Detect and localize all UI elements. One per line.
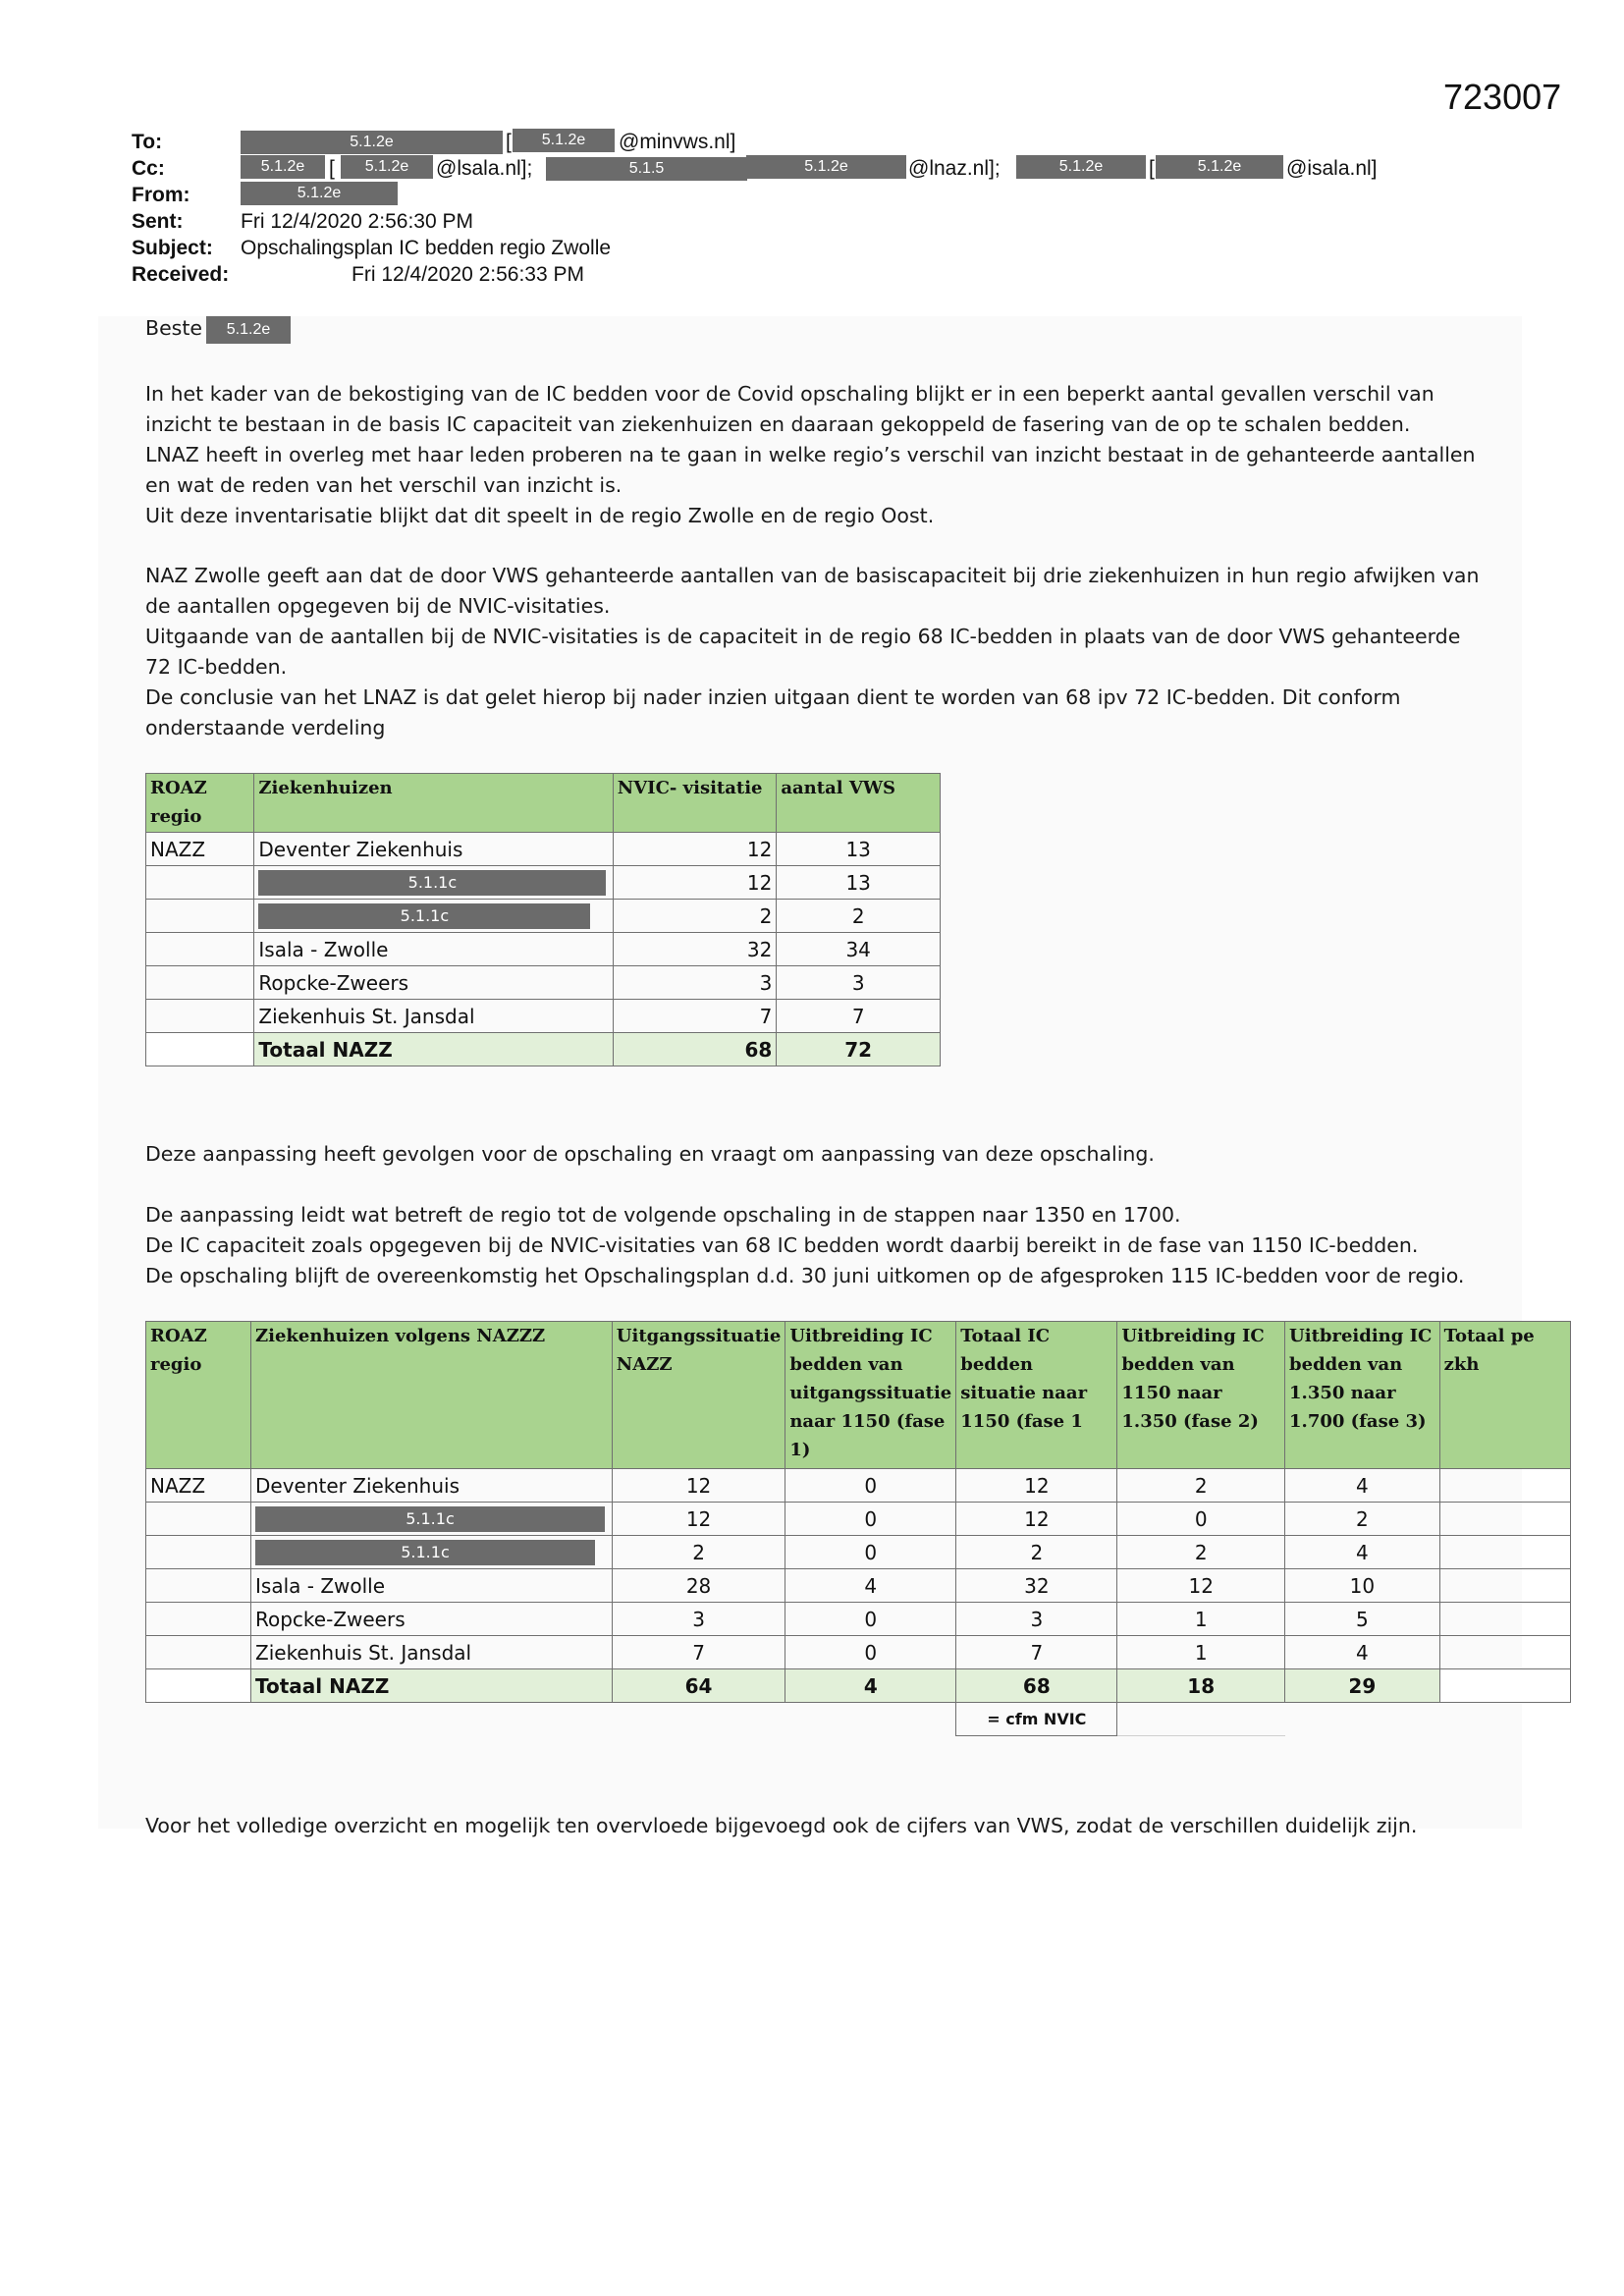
value-cell: 7 [612,1636,785,1669]
region-cell [146,1669,251,1703]
paragraph-2 [145,561,1479,743]
value-cell: 0 [1117,1503,1285,1536]
region-cell [146,1033,254,1066]
bracket: [ [329,157,335,180]
column-header: ROAZ regio [146,774,254,833]
value-cell: 32 [956,1569,1117,1603]
value-cell: 3 [956,1603,1117,1636]
total-label: Totaal NAZZ [251,1669,613,1703]
note-cell: = cfm NVIC [956,1703,1117,1736]
greeting [145,316,202,340]
region-cell: NAZZ [146,1469,251,1503]
value-cell: 12 [956,1503,1117,1536]
table-row [146,900,941,933]
to-label: To: [132,131,163,153]
region-cell [146,1536,251,1569]
redaction: 5.1.2e [1156,155,1283,179]
received-value: Fri 12/4/2020 2:56:33 PM [352,263,584,286]
value-cell: 0 [785,1603,956,1636]
value-cell: 10 [1285,1569,1440,1603]
region-cell: NAZZ [146,833,254,866]
hospital-cell [251,1536,613,1569]
received-label: Received: [132,263,230,286]
column-header: Totaal pe zkh [1439,1322,1570,1469]
hospital-cell [254,900,613,933]
redaction: 5.1.2e [746,155,906,179]
value-cell [1439,1569,1570,1603]
region-cell [146,966,254,1000]
value-cell: 4 [785,1569,956,1603]
column-header: aantal VWS [777,774,941,833]
hospital-cell [254,866,613,900]
table-row [146,1000,941,1033]
hospital-cell: Isala - Zwolle [254,933,613,966]
redaction: 5.1.2e [341,155,433,179]
table-row [146,1469,1571,1503]
document-number: 723007 [1443,77,1562,117]
value-cell: 28 [612,1569,785,1603]
text-line: Uit deze inventarisatie blijkt dat dit speelt in de regio Zwolle en de regio Oost. [145,504,935,527]
total-vws: 72 [777,1033,941,1066]
region-cell [146,1503,251,1536]
value-cell: 5 [1285,1603,1440,1636]
total-value [1439,1669,1570,1703]
table-header-row [146,1322,1571,1469]
value-cell: 4 [1285,1469,1440,1503]
region-cell [146,1603,251,1636]
redaction: 5.1.2e [513,129,615,152]
empty-cell [1285,1703,1440,1736]
table-total-row [146,1033,941,1066]
total-value: 68 [956,1669,1117,1703]
text-line: LNAZ heeft in overleg met haar leden proberen na te gaan in welke regio’s verschil van inzicht bestaat in de gehanteerde aantallen [145,443,1476,466]
empty-cell [146,1703,251,1736]
nvic-cell: 2 [613,900,777,933]
hospital-cell: Deventer Ziekenhuis [251,1469,613,1503]
table-row [146,933,941,966]
value-cell: 12 [956,1469,1117,1503]
paragraph-4 [145,1200,1464,1291]
total-value: 18 [1117,1669,1285,1703]
nvic-cell: 32 [613,933,777,966]
hospital-cell [251,1503,613,1536]
hospital-cell: Ziekenhuis St. Jansdal [251,1636,613,1669]
region-cell [146,900,254,933]
value-cell: 0 [785,1503,956,1536]
vws-cell: 13 [777,833,941,866]
total-label: Totaal NAZZ [254,1033,613,1066]
subject-value: Opschalingsplan IC bedden regio Zwolle [241,237,612,259]
value-cell: 2 [612,1536,785,1569]
vws-cell: 34 [777,933,941,966]
bracket: [ [1149,157,1155,180]
paragraph-5 [145,1811,1417,1841]
region-cell [146,933,254,966]
bracket: [ [506,131,512,153]
value-cell [1439,1536,1570,1569]
column-header: ROAZ regio [146,1322,251,1469]
table-header-row [146,774,941,833]
value-cell: 12 [612,1469,785,1503]
nvic-cell: 12 [613,866,777,900]
from-label: From: [132,184,190,206]
value-cell [1439,1603,1570,1636]
sent-label: Sent: [132,210,184,233]
column-header: Ziekenhuizen [254,774,613,833]
nvic-cell: 7 [613,1000,777,1033]
text-line: en wat de reden van het verschil van inzicht is. [145,473,623,497]
region-cell [146,1000,254,1033]
total-value: 64 [612,1669,785,1703]
value-cell: 2 [1117,1536,1285,1569]
text-line: onderstaande verdeling [145,716,386,739]
empty-cell [1439,1703,1570,1736]
text-line: De IC capaciteit zoals opgegeven bij de NVIC-visitaties van 68 IC bedden wordt daarbij bereikt in de fase van 1150 IC-bedden. [145,1233,1419,1257]
cc-isala2-domain: @isala.nl] [1286,157,1378,180]
vws-cell: 3 [777,966,941,1000]
vws-cell: 2 [777,900,941,933]
cc-isala-domain: @lsala.nl]; [436,157,533,180]
greeting-text: Beste [145,316,203,340]
column-header: Uitgangssituatie NAZZ [612,1322,785,1469]
text-line: De opschaling blijft de overeenkomstig het Opschalingsplan d.d. 30 juni uitkomen op de afgesproken 115 IC-bedden voor de regio. [145,1264,1465,1287]
table-row [146,1536,1571,1569]
value-cell: 0 [785,1636,956,1669]
total-value: 4 [785,1669,956,1703]
redaction: 5.1.1c [258,903,590,929]
value-cell: 4 [1285,1636,1440,1669]
table-row [146,866,941,900]
total-value: 29 [1285,1669,1440,1703]
value-cell: 2 [1285,1503,1440,1536]
table-total-row [146,1669,1571,1703]
value-cell: 2 [956,1536,1117,1569]
text-line: Uitgaande van de aantallen bij de NVIC-visitaties is de capaciteit in de regio 68 IC-bedden in plaats van de door VWS gehanteerde [145,625,1461,648]
table-row [146,1636,1571,1669]
cc-lnaz-domain: @lnaz.nl]; [908,157,1001,180]
table-phasing [145,1321,1571,1736]
redaction: 5.1.1c [258,870,606,896]
sent-value: Fri 12/4/2020 2:56:30 PM [241,210,473,233]
value-cell [1439,1636,1570,1669]
table-row [146,1603,1571,1636]
value-cell: 3 [612,1603,785,1636]
column-header: Ziekenhuizen volgens NAZZZ [251,1322,613,1469]
value-cell: 1 [1117,1603,1285,1636]
empty-cell [1117,1703,1285,1736]
paragraph-1 [145,379,1476,531]
total-nvic: 68 [613,1033,777,1066]
column-header: Uitbreiding IC bedden van 1150 naar 1.350 (fase 2) [1117,1322,1285,1469]
text-line: NAZ Zwolle geeft aan dat de door VWS gehanteerde aantallen van de basiscapaciteit bij drie ziekenhuizen in hun regio afwijken van [145,564,1480,587]
value-cell: 12 [612,1503,785,1536]
text-line: inzicht te bestaan in de basis IC capaciteit van ziekenhuizen en daaraan gekoppeld de fasering van de op te schalen bedden. [145,412,1411,436]
value-cell: 12 [1117,1569,1285,1603]
redaction: 5.1.1c [255,1506,605,1532]
table-phasing-clip [145,1321,1535,1753]
hospital-cell: Deventer Ziekenhuis [254,833,613,866]
to-domain: @minvws.nl] [619,131,736,153]
table-row [146,1569,1571,1603]
value-cell [1439,1503,1570,1536]
table-note-row [146,1703,1571,1736]
empty-cell [612,1703,785,1736]
table-row [146,1503,1571,1536]
hospital-cell: Ziekenhuis St. Jansdal [254,1000,613,1033]
value-cell [1439,1469,1570,1503]
value-cell: 0 [785,1469,956,1503]
redaction: 5.1.5 [546,157,747,181]
hospital-cell: Ropcke-Zweers [254,966,613,1000]
region-cell [146,1569,251,1603]
empty-cell [785,1703,956,1736]
region-cell [146,1636,251,1669]
paragraph-3 [145,1139,1155,1170]
column-header: Uitbreiding IC bedden van 1.350 naar 1.700 (fase 3) [1285,1322,1440,1469]
redaction: 5.1.2e [241,155,325,179]
value-cell: 0 [785,1536,956,1569]
nvic-cell: 12 [613,833,777,866]
cc-label: Cc: [132,157,165,180]
redaction: 5.1.1c [255,1540,595,1565]
vws-cell: 13 [777,866,941,900]
hospital-cell: Isala - Zwolle [251,1569,613,1603]
table-row [146,833,941,866]
value-cell: 7 [956,1636,1117,1669]
value-cell: 1 [1117,1636,1285,1669]
table-row [146,966,941,1000]
redaction: 5.1.2e [241,131,503,154]
text-line: 72 IC-bedden. [145,655,288,679]
vws-cell: 7 [777,1000,941,1033]
text-line: Deze aanpassing heeft gevolgen voor de opschaling en vraagt om aanpassing van deze opschaling. [145,1142,1155,1166]
text-line: Voor het volledige overzicht en mogelijk ten overvloede bijgevoegd ook de cijfers van VWS, zodat de verschillen duidelijk zijn. [145,1814,1418,1837]
redaction: 5.1.2e [241,182,398,205]
region-cell [146,866,254,900]
nvic-cell: 3 [613,966,777,1000]
column-header: NVIC- visitatie [613,774,777,833]
column-header: Totaal IC bedden situatie naar 1150 (fase 1 [956,1322,1117,1469]
redaction: 5.1.2e [206,316,291,344]
text-line: In het kader van de bekostiging van de IC bedden voor de Covid opschaling blijkt er in een beperkt aantal gevallen verschil van [145,382,1435,406]
text-line: De conclusie van het LNAZ is dat gelet hierop bij nader inzien uitgaan dient te worden van 68 ipv 72 IC-bedden. Dit conform [145,685,1401,709]
text-line: de aantallen opgegeven bij de NVIC-visitaties. [145,594,611,618]
value-cell: 2 [1117,1469,1285,1503]
column-header: Uitbreiding IC bedden van uitgangssituatie naar 1150 (fase 1) [785,1322,956,1469]
redaction: 5.1.2e [1016,155,1146,179]
hospital-cell: Ropcke-Zweers [251,1603,613,1636]
text-line: De aanpassing leidt wat betreft de regio tot de volgende opschaling in de stappen naar 1350 en 1700. [145,1203,1181,1227]
subject-label: Subject: [132,237,213,259]
value-cell: 4 [1285,1536,1440,1569]
empty-cell [251,1703,613,1736]
table-nvic-vws [145,773,941,1066]
